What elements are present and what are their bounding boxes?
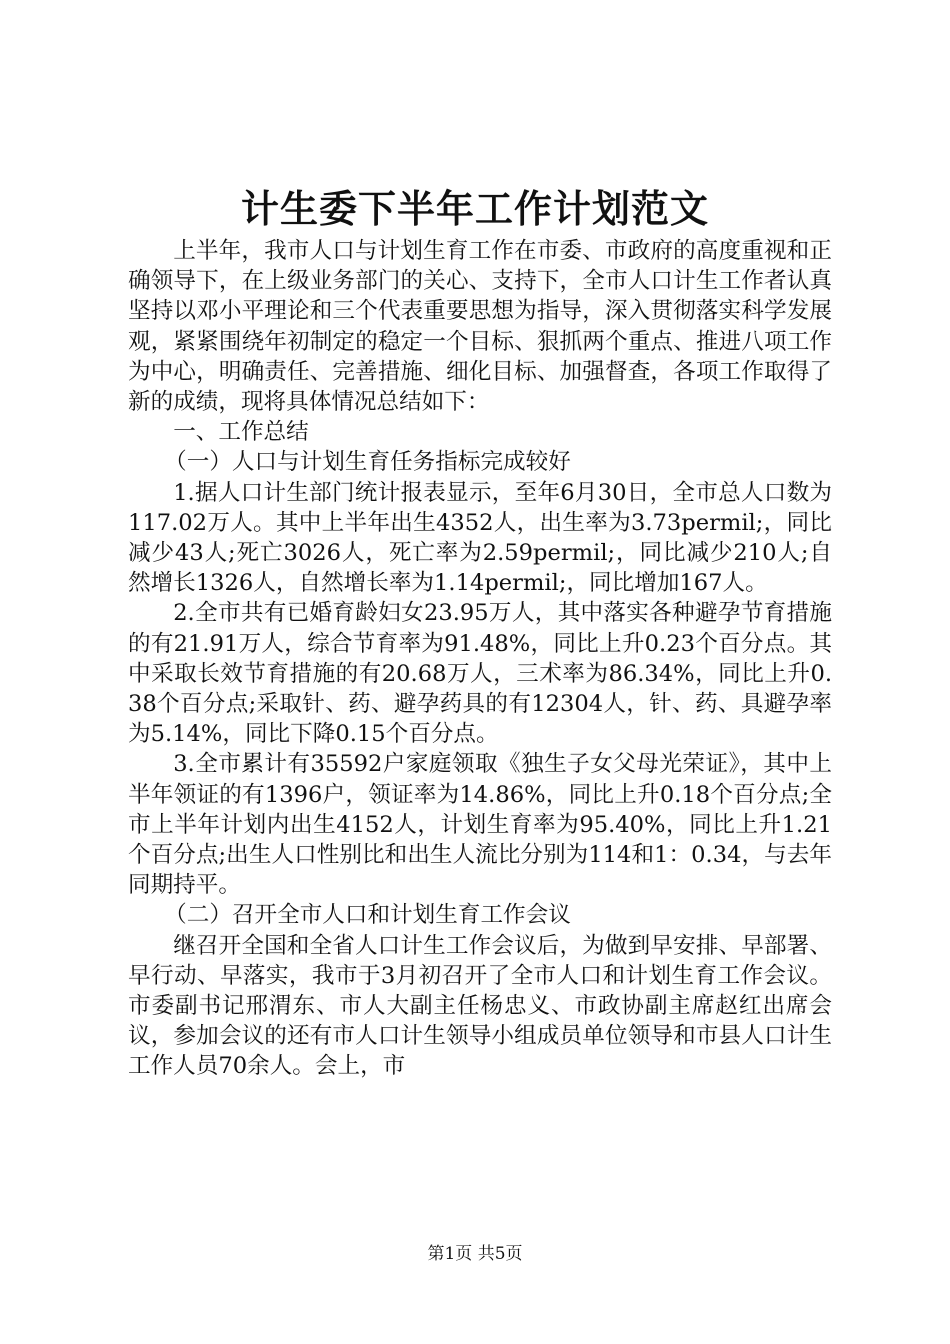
document-body xyxy=(128,236,832,1082)
paragraph: 1.据人口计生部门统计报表显示，至年6月30日，全市总人口数为117.02万人。其中上半年出生4352人，出生率为3.73permil;，同比减少43人;死亡3026人，死亡率为2.59permil;，同比减少210人;自然增长1326人，自然增长率为1.14permil;，同比增加167人。 xyxy=(128,479,832,597)
document-title: 计生委下半年工作计划范文 xyxy=(240,186,709,231)
paragraph: 上半年，我市人口与计划生育工作在市委、市政府的高度重视和正确领导下，在上级业务部门的关心、支持下，全市人口计生工作者认真坚持以邓小平理论和三个代表重要思想为指导，深入贯彻落实科学发展观，紧紧围绕年初制定的稳定一个目标、狠抓两个重点、推进八项工作为中心，明确责任、完善措施、细化目标、加强督查，各项工作取得了新的成绩，现将具体情况总结如下： xyxy=(128,238,832,416)
paragraph: 继召开全国和全省人口计生工作会议后，为做到早安排、早部署、早行动、早落实，我市于3月初召开了全市人口和计划生育工作会议。市委副书记邢渭东、市人大副主任杨忠义、市政协副主席赵红出席会议，参加会议的还有市人口计生领导小组成员单位领导和市县人口计生工作人员70余人。会上，市 xyxy=(128,932,832,1080)
paragraph: 3.全市累计有35592户家庭领取《独生子女父母光荣证》，其中上半年领证的有1396户，领证率为14.86%，同比上升0.18个百分点;全市上半年计划内出生4152人，计划生育率为95.40%，同比上升1.21个百分点;出生人口性别比和出生人流比分别为114和1：0.34，与去年同期持平。 xyxy=(128,751,832,899)
page-footer: 第1页 共5页 xyxy=(427,1244,523,1264)
paragraph: 2.全市共有已婚育龄妇女23.95万人，其中落实各种避孕节育措施的有21.91万人，综合节育率为91.48%，同比上升0.23个百分点。其中采取长效节育措施的有20.68万人，三术率为86.34%，同比上升0.38个百分点;采取针、药、避孕药具的有12304人，针、药、具避孕率为5.14%，同比下降0.15个百分点。 xyxy=(128,600,832,748)
section-heading: 一、工作总结 xyxy=(173,419,309,446)
subsection-heading: （二）召开全市人口和计划生育工作会议 xyxy=(164,902,571,929)
subsection-heading: （一）人口与计划生育任务指标完成较好 xyxy=(164,449,571,476)
